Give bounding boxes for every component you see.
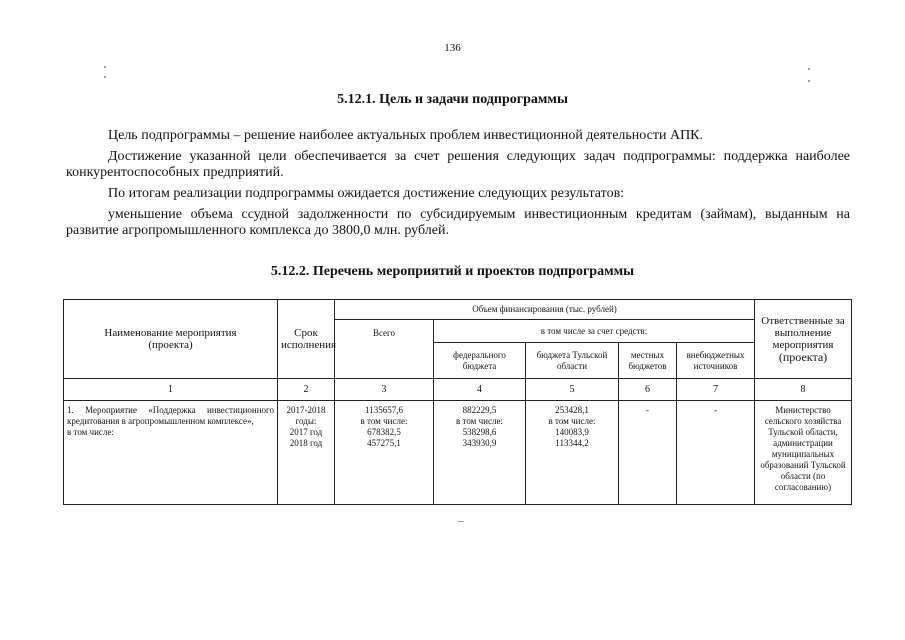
table-row xyxy=(64,401,852,505)
header-regional: бюджета Тульской области xyxy=(526,343,619,379)
section-title-goals: 5.12.1. Цель и задачи подпрограммы xyxy=(337,92,568,107)
header-financing: Объем финансирования (тыс. рублей) xyxy=(335,300,755,320)
measure-name: 1. Мероприятие «Поддержка инвестиционного кредитования в агропромышленном комплексе», в том числе: xyxy=(64,401,278,505)
column-numbers-row xyxy=(64,379,852,401)
column-number: 5 xyxy=(526,379,619,401)
column-number: 2 xyxy=(278,379,335,401)
measure-regional: 253428,1 в том числе: 140083,9 113344,2 xyxy=(526,401,619,505)
scan-speck xyxy=(808,80,810,82)
scan-speck xyxy=(104,76,106,78)
header-term: Срок исполнения xyxy=(278,300,335,379)
table-header-row-1 xyxy=(64,300,852,320)
column-number: 6 xyxy=(619,379,677,401)
header-responsible: Ответственные за выполнение мероприятия (проекта) xyxy=(755,300,852,379)
column-number: 1 xyxy=(64,379,278,401)
page-number: 136 xyxy=(444,42,461,54)
header-federal: федерального бюджета xyxy=(434,343,526,379)
measure-total: 1135657,6 в том числе: 678382,5 457275,1 xyxy=(335,401,434,505)
column-number: 8 xyxy=(755,379,852,401)
header-name: Наименование мероприятия (проекта) xyxy=(64,300,278,379)
paragraph-goal: Цель подпрограммы – решение наиболее актуальных проблем инвестиционной деятельности АПК. xyxy=(108,128,704,143)
measure-federal: 882229,5 в том числе: 538298,6 343930,9 xyxy=(434,401,526,505)
measure-responsible: Министерство сельского хозяйства Тульской области, администрации муниципальных образований Тульской области (по согласованию) xyxy=(755,401,852,505)
measures-table xyxy=(63,299,852,505)
column-number: 3 xyxy=(335,379,434,401)
measure-extra: - xyxy=(677,401,755,505)
measure-term: 2017-2018 годы: 2017 год 2018 год xyxy=(278,401,335,505)
section-title-measures: 5.12.2. Перечень мероприятий и проектов подпрограммы xyxy=(270,264,635,279)
header-local: местных бюджетов xyxy=(619,343,677,379)
header-including: в том числе за счет средств: xyxy=(434,320,755,343)
scan-speck xyxy=(808,68,810,70)
paragraph-result-item: уменьшение объема ссудной задолженности по субсидируемым инвестиционным кредитам (займам), выданным на развитие агропромышленного комплекса до 3800,0 млн. рублей. xyxy=(66,207,850,238)
header-total: Всего xyxy=(335,320,434,379)
measure-local: - xyxy=(619,401,677,505)
scan-speck xyxy=(104,66,106,68)
column-number: 7 xyxy=(677,379,755,401)
column-number: 4 xyxy=(434,379,526,401)
paragraph-results-intro: По итогам реализации подпрограммы ожидается достижение следующих результатов: xyxy=(108,186,625,201)
paragraph-tasks: Достижение указанной цели обеспечивается за счет решения следующих задач подпрограммы: поддержка наиболее конкурентоспособных предприятий. xyxy=(66,149,850,180)
header-extra: внебюджетных источников xyxy=(677,343,755,379)
scan-mark xyxy=(458,521,464,522)
